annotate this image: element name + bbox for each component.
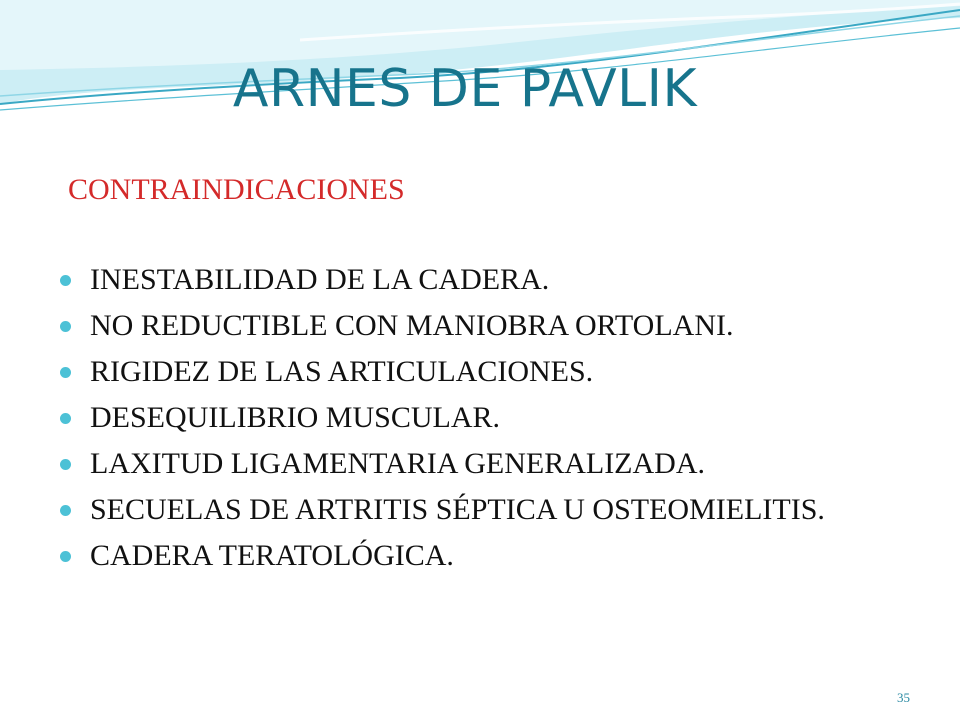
list-item [60, 494, 920, 526]
list-item-text: DESEQUILIBRIO MUSCULAR. [90, 401, 501, 434]
list-item [60, 356, 920, 388]
bullet-dot-icon [60, 459, 71, 470]
list-item-text: RIGIDEZ DE LAS ARTICULACIONES. [90, 355, 594, 388]
slide-title: ARNES DE PAVLIK [232, 59, 698, 119]
list-item-text: INESTABILIDAD DE LA CADERA. [90, 263, 550, 296]
list-item [60, 264, 920, 296]
list-item-text: LAXITUD LIGAMENTARIA GENERALIZADA. [90, 447, 705, 480]
list-item-text: SECUELAS DE ARTRITIS SÉPTICA U OSTEOMIELITIS. [90, 493, 825, 526]
list-item-text: NO REDUCTIBLE CON MANIOBRA ORTOLANI. [90, 309, 734, 342]
contraindications-list [60, 264, 920, 586]
list-item-text: CADERA TERATOLÓGICA. [90, 539, 454, 572]
slide-subtitle: CONTRAINDICACIONES [68, 173, 405, 206]
page-number: 35 [897, 690, 910, 705]
list-item [60, 448, 920, 480]
list-item [60, 540, 920, 572]
bullet-dot-icon [60, 367, 71, 378]
bullet-dot-icon [60, 275, 71, 286]
list-item [60, 402, 920, 434]
bullet-dot-icon [60, 321, 71, 332]
list-item [60, 310, 920, 342]
bullet-dot-icon [60, 413, 71, 424]
bullet-dot-icon [60, 505, 71, 516]
bullet-dot-icon [60, 551, 71, 562]
